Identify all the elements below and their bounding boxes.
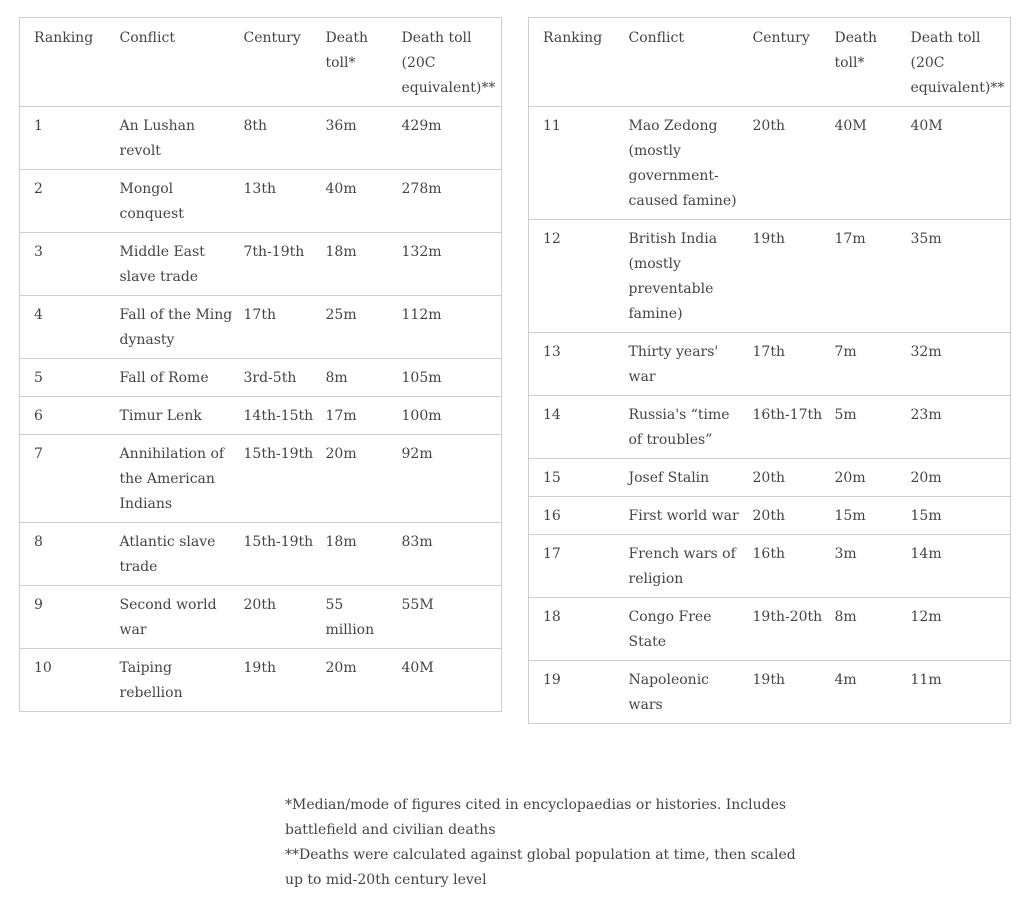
ranking-cell: 6 (20, 397, 115, 435)
conflict-cell: Mao Zedong (mostly government-caused famine) (624, 107, 748, 220)
death-toll-cell: 4m (830, 661, 906, 724)
death-toll-20c-cell: 32m (906, 333, 1011, 396)
death-toll-20c-cell: 429m (397, 107, 502, 170)
header-row (20, 18, 502, 107)
conflict-cell: Annihilation of the American Indians (115, 435, 239, 523)
conflict-cell: Thirty years' war (624, 333, 748, 396)
header-death-toll-20c: Death toll (20C equivalent)** (910, 30, 1005, 96)
century-cell: 19th-20th (748, 598, 830, 661)
table-row (529, 497, 1011, 535)
death-toll-20c-cell: 132m (397, 233, 502, 296)
header-death-toll-20c: Death toll (20C equivalent)** (401, 30, 496, 96)
death-toll-cell: 8m (321, 359, 397, 397)
death-toll-cell: 17m (830, 220, 906, 333)
table-row (529, 598, 1011, 661)
table-row (529, 535, 1011, 598)
conflict-cell: Timur Lenk (115, 397, 239, 435)
table-row (529, 459, 1011, 497)
century-cell: 20th (748, 107, 830, 220)
table-row (20, 170, 502, 233)
conflict-cell: Fall of the Ming dynasty (115, 296, 239, 359)
footnote-scaling: **Deaths were calculated against global population at time, then scaled up to mid-20th century level (285, 847, 796, 888)
table-row (20, 359, 502, 397)
ranking-cell: 16 (529, 497, 624, 535)
header-death-toll: Death toll* (325, 30, 368, 71)
death-toll-cell: 20m (321, 435, 397, 523)
table-row (20, 397, 502, 435)
death-toll-20c-cell: 92m (397, 435, 502, 523)
ranking-cell: 14 (529, 396, 624, 459)
table-body-right (529, 107, 1011, 724)
century-cell: 13th (239, 170, 321, 233)
table-row (529, 396, 1011, 459)
table-row (20, 296, 502, 359)
conflict-cell: Second world war (115, 586, 239, 649)
century-cell: 17th (239, 296, 321, 359)
death-toll-cell: 36m (321, 107, 397, 170)
conflict-cell: French wars of religion (624, 535, 748, 598)
ranking-cell: 4 (20, 296, 115, 359)
death-toll-cell: 18m (321, 523, 397, 586)
death-toll-cell: 20m (321, 649, 397, 712)
table-row (20, 435, 502, 523)
table-row (529, 107, 1011, 220)
ranking-cell: 7 (20, 435, 115, 523)
conflict-cell: Napoleonic wars (624, 661, 748, 724)
death-toll-20c-cell: 112m (397, 296, 502, 359)
death-toll-20c-cell: 83m (397, 523, 502, 586)
ranking-cell: 15 (529, 459, 624, 497)
death-toll-20c-cell: 35m (906, 220, 1011, 333)
conflict-cell: Atlantic slave trade (115, 523, 239, 586)
century-cell: 15th-19th (239, 523, 321, 586)
table-row (529, 220, 1011, 333)
conflict-cell: Middle East slave trade (115, 233, 239, 296)
ranking-cell: 5 (20, 359, 115, 397)
death-toll-cell: 40M (830, 107, 906, 220)
death-toll-table-right (528, 17, 1011, 724)
table-row (20, 649, 502, 712)
conflict-cell: Mongol conquest (115, 170, 239, 233)
conflict-cell: Congo Free State (624, 598, 748, 661)
death-toll-20c-cell: 105m (397, 359, 502, 397)
conflict-cell: Fall of Rome (115, 359, 239, 397)
century-cell: 16th-17th (748, 396, 830, 459)
century-cell: 19th (748, 220, 830, 333)
death-toll-cell: 17m (321, 397, 397, 435)
death-toll-20c-cell: 11m (906, 661, 1011, 724)
footnotes (285, 793, 815, 893)
death-toll-20c-cell: 278m (397, 170, 502, 233)
header-ranking: Ranking (543, 30, 603, 46)
header-conflict: Conflict (119, 30, 175, 46)
century-cell: 15th-19th (239, 435, 321, 523)
death-toll-cell: 55 million (321, 586, 397, 649)
death-toll-20c-cell: 20m (906, 459, 1011, 497)
conflict-cell: Taiping rebellion (115, 649, 239, 712)
ranking-cell: 1 (20, 107, 115, 170)
ranking-cell: 17 (529, 535, 624, 598)
death-toll-table-left (19, 17, 502, 712)
death-toll-cell: 5m (830, 396, 906, 459)
death-toll-20c-cell: 55M (397, 586, 502, 649)
death-toll-cell: 7m (830, 333, 906, 396)
ranking-cell: 11 (529, 107, 624, 220)
century-cell: 20th (748, 459, 830, 497)
death-toll-20c-cell: 12m (906, 598, 1011, 661)
century-cell: 14th-15th (239, 397, 321, 435)
conflict-cell: First world war (624, 497, 748, 535)
century-cell: 3rd-5th (239, 359, 321, 397)
century-cell: 17th (748, 333, 830, 396)
table-row (529, 661, 1011, 724)
century-cell: 16th (748, 535, 830, 598)
header-death-toll: Death toll* (834, 30, 877, 71)
ranking-cell: 2 (20, 170, 115, 233)
century-cell: 19th (748, 661, 830, 724)
header-ranking: Ranking (34, 30, 94, 46)
century-cell: 19th (239, 649, 321, 712)
conflict-cell: Russia's “time of troubles” (624, 396, 748, 459)
ranking-cell: 19 (529, 661, 624, 724)
death-toll-cell: 15m (830, 497, 906, 535)
header-century: Century (243, 30, 301, 46)
death-toll-cell: 20m (830, 459, 906, 497)
ranking-cell: 8 (20, 523, 115, 586)
ranking-cell: 10 (20, 649, 115, 712)
death-toll-20c-cell: 100m (397, 397, 502, 435)
death-toll-20c-cell: 40M (906, 107, 1011, 220)
conflict-cell: An Lushan revolt (115, 107, 239, 170)
century-cell: 20th (748, 497, 830, 535)
death-toll-20c-cell: 15m (906, 497, 1011, 535)
table-row (20, 523, 502, 586)
table-row (529, 333, 1011, 396)
header-conflict: Conflict (628, 30, 684, 46)
death-toll-cell: 25m (321, 296, 397, 359)
death-toll-20c-cell: 14m (906, 535, 1011, 598)
death-toll-20c-cell: 23m (906, 396, 1011, 459)
conflict-cell: Josef Stalin (624, 459, 748, 497)
century-cell: 20th (239, 586, 321, 649)
death-toll-20c-cell: 40M (397, 649, 502, 712)
death-toll-cell: 8m (830, 598, 906, 661)
table-row (20, 586, 502, 649)
ranking-cell: 18 (529, 598, 624, 661)
table-row (20, 233, 502, 296)
header-century: Century (752, 30, 810, 46)
ranking-cell: 13 (529, 333, 624, 396)
century-cell: 8th (239, 107, 321, 170)
table-row (20, 107, 502, 170)
ranking-cell: 9 (20, 586, 115, 649)
death-toll-cell: 18m (321, 233, 397, 296)
header-row (529, 18, 1011, 107)
death-toll-cell: 40m (321, 170, 397, 233)
ranking-cell: 3 (20, 233, 115, 296)
conflict-cell: British India (mostly preventable famine) (624, 220, 748, 333)
century-cell: 7th-19th (239, 233, 321, 296)
death-toll-cell: 3m (830, 535, 906, 598)
table-body-left (20, 107, 502, 712)
ranking-cell: 12 (529, 220, 624, 333)
footnote-median: *Median/mode of figures cited in encyclopaedias or histories. Includes battlefield and civilian deaths (285, 797, 787, 838)
